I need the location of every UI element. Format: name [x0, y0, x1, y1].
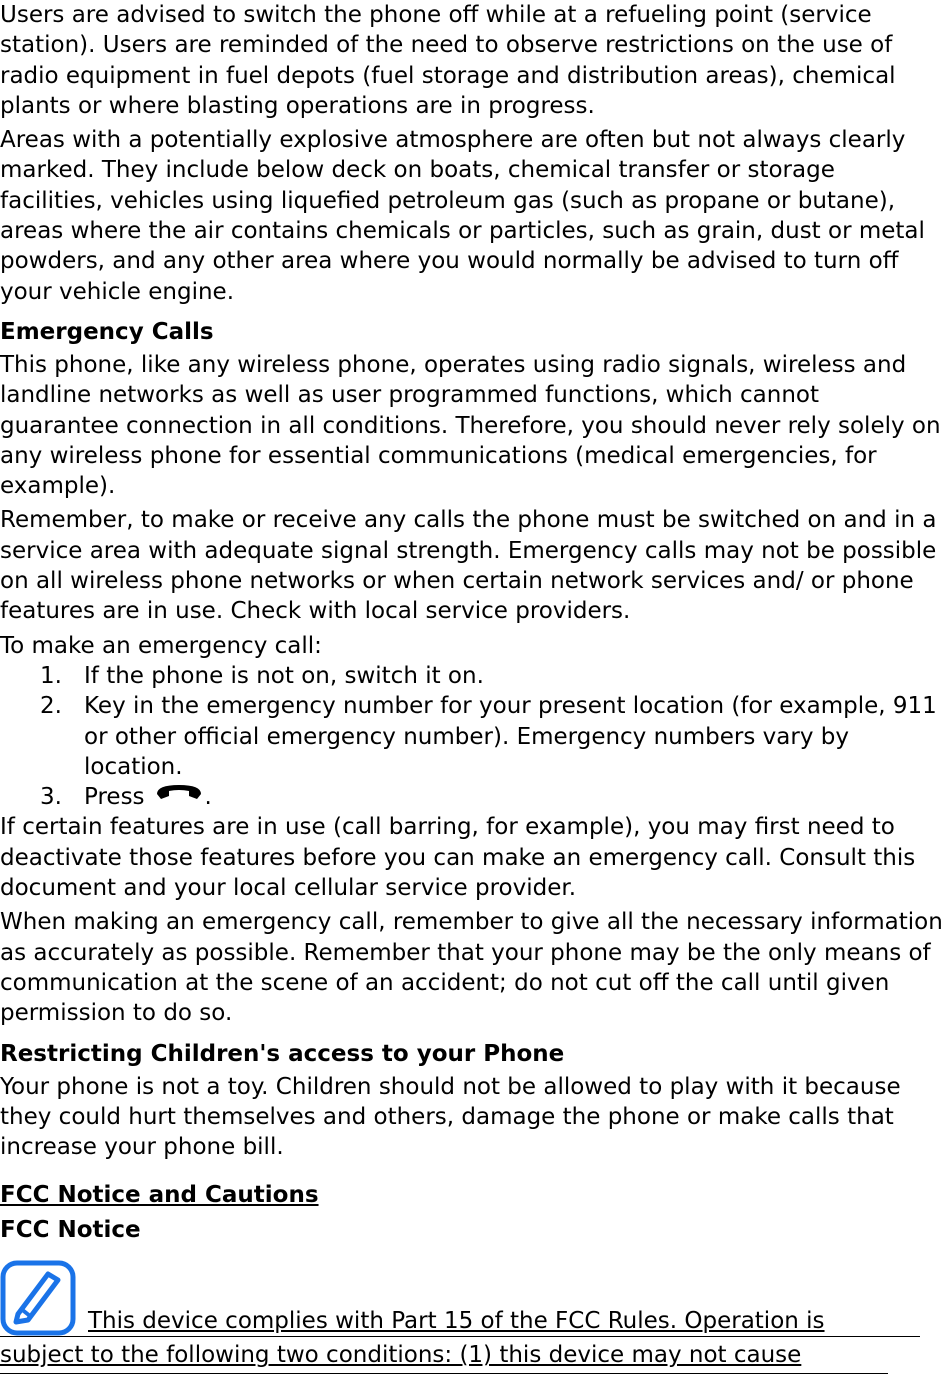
note-pencil-icon [0, 1260, 76, 1336]
fcc-notice-subheading: FCC Notice [0, 1217, 141, 1244]
list-item-text: Press [84, 784, 145, 811]
fcc-notice-line-1 [0, 1254, 920, 1337]
fcc-notice-block [0, 1254, 944, 1374]
fcc-section-heading: FCC Notice and Cautions [0, 1182, 319, 1209]
list-item-number: 1. [40, 662, 62, 689]
fcc-notice-text-1: This device complies with Part 15 of the FCC Rules. Operation is [88, 1308, 825, 1335]
list-item [0, 691, 944, 782]
emergency-paragraph-3: If certain features are in use (call barring, for example), you may first need to deactivate those features before you can make an emergency call. Consult this document and your local cellular service provider. [0, 814, 916, 902]
emergency-paragraph-2: Remember, to make or receive any calls the phone must be switched on and in a service area with adequate signal strength. Emergency calls may not be possible on all wireless phone networks or when certain network services and/ or phone features are in use. Check with local service providers. [0, 507, 937, 625]
list-item [0, 782, 944, 812]
list-item-number: 3. [40, 784, 62, 811]
children-heading: Restricting Children's access to your Phone [0, 1040, 565, 1067]
list-item-number: 2. [40, 693, 62, 720]
emergency-calls-heading: Emergency Calls [0, 318, 214, 345]
fcc-notice-text-2: subject to the following two conditions: (1) this device may not cause [0, 1337, 888, 1374]
children-paragraph: Your phone is not a toy. Children should not be allowed to play with it because they could hurt themselves and others, damage the phone or make calls that increase your phone bill. [0, 1073, 901, 1161]
call-send-key-icon [153, 782, 205, 810]
emergency-paragraph-4: When making an emergency call, remember to give all the necessary information as accurately as possible. Remember that your phone may be the only means of communication at the scene of an accident; do not cut off the call until given permission to do so. [0, 909, 943, 1027]
emergency-intro: To make an emergency call: [0, 632, 322, 659]
list-item-text: If the phone is not on, switch it on. [84, 662, 484, 689]
intro-paragraph-1: Users are advised to switch the phone off while at a refueling point (service station). Users are reminded of the need to observe restrictions on the use of radio equipment in fuel depots (fuel storage and distribution areas), chemical plants or where blasting operations are in progress. [0, 2, 896, 119]
intro-paragraph-2: Areas with a potentially explosive atmosphere are often but not always clearly marked. They include below deck on boats, chemical transfer or storage facilities, vehicles using liquefied petroleum gas (such as propane or butane), areas where the air contains chemicals or particles, such as grain, dust or metal powders, and any other area where you would normally be advised to turn off your vehicle engine. [0, 127, 925, 305]
emergency-paragraph-1: This phone, like any wireless phone, operates using radio signals, wireless and landline networks as well as user programmed functions, which cannot guarantee connection in all conditions. Therefore, you should never rely solely on any wireless phone for essential communications (medical emergencies, for example). [0, 351, 941, 500]
emergency-steps-list [0, 661, 944, 812]
list-item-text: Key in the emergency number for your present location (for example, 911 or other official emergency number). Emergency numbers vary by location. [84, 693, 937, 780]
list-item-suffix: . [204, 784, 212, 811]
list-item [0, 661, 944, 691]
